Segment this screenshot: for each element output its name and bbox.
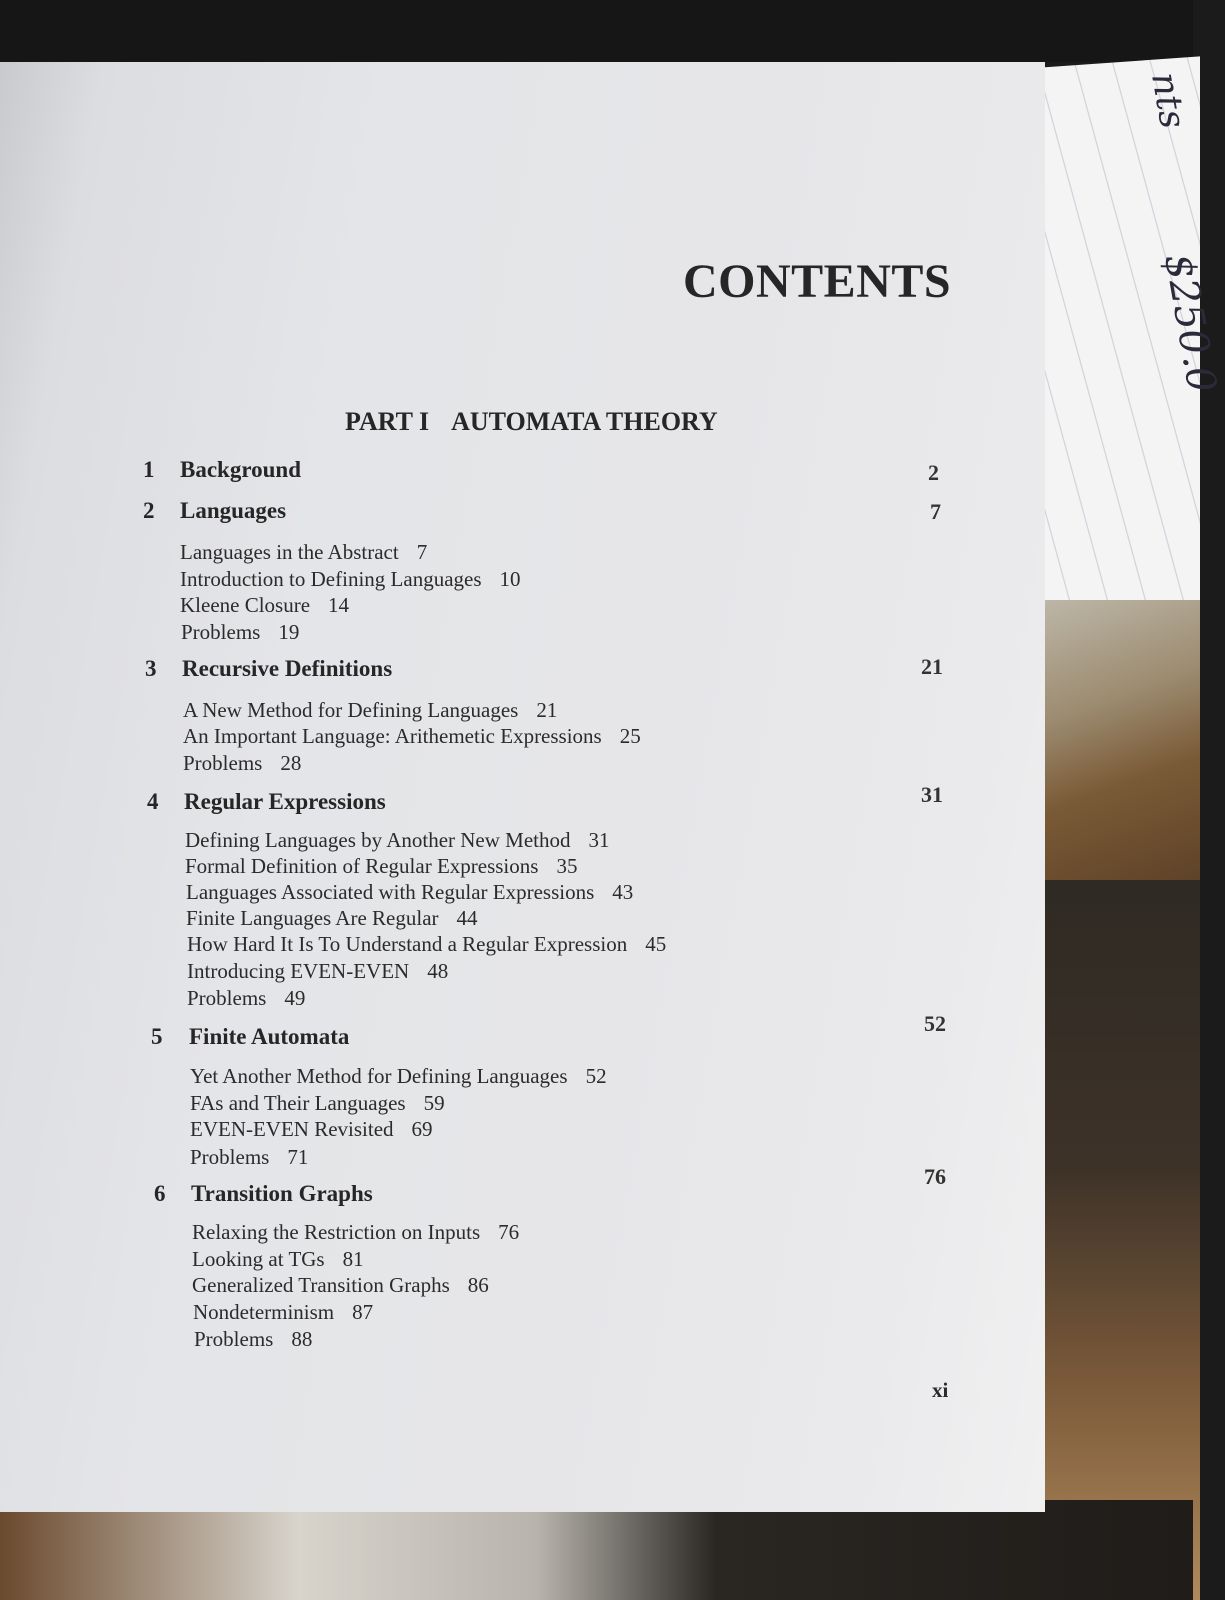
chapter-title: Regular Expressions xyxy=(184,789,386,814)
section-entry: Problems 88 xyxy=(194,1327,313,1351)
page-number: xi xyxy=(932,1378,949,1402)
section-entry: Languages in the Abstract 7 xyxy=(180,540,428,564)
section-entry: Finite Languages Are Regular 44 xyxy=(186,906,478,930)
section-entry: How Hard It Is To Understand a Regular Expression 45 xyxy=(187,932,667,956)
section-entry: FAs and Their Languages 59 xyxy=(190,1091,445,1115)
top-bar xyxy=(0,0,1193,62)
section-entry: Languages Associated with Regular Expressions 43 xyxy=(186,880,634,904)
section-entry: Kleene Closure 14 xyxy=(180,593,350,617)
section-entry: Looking at TGs 81 xyxy=(192,1247,364,1271)
section-entry: EVEN-EVEN Revisited 69 xyxy=(190,1117,433,1141)
chapter-number: 5 xyxy=(151,1024,163,1049)
section-entry: Problems 49 xyxy=(187,986,306,1010)
section-entry: An Important Language: Arithemetic Expressions 25 xyxy=(183,724,641,748)
section-entry: Problems 28 xyxy=(183,751,302,775)
chapter-page: 21 xyxy=(921,654,943,679)
chapter-title: Transition Graphs xyxy=(191,1181,373,1206)
chapter-number: 3 xyxy=(145,656,157,681)
background-counter xyxy=(1040,600,1200,900)
section-entry: Yet Another Method for Defining Languages 52 xyxy=(190,1064,607,1088)
chapter-page: 2 xyxy=(928,460,939,485)
chapter-page: 7 xyxy=(930,499,941,524)
part-title: AUTOMATA THEORY xyxy=(451,407,718,436)
section-entry: A New Method for Defining Languages 21 xyxy=(183,698,558,722)
chapter-page: 76 xyxy=(924,1164,946,1189)
section-entry: Introducing EVEN-EVEN 48 xyxy=(187,959,449,983)
chapter-page: 31 xyxy=(921,782,943,807)
part-heading xyxy=(345,407,718,437)
chapter-title: Recursive Definitions xyxy=(182,656,393,681)
chapter-number: 6 xyxy=(154,1181,166,1206)
chapter-number: 4 xyxy=(147,789,159,814)
background-floor xyxy=(1040,880,1200,1600)
book-page xyxy=(0,62,1045,1512)
background-bottom xyxy=(0,1500,1193,1600)
handwritten-note-top: nts xyxy=(1143,69,1194,132)
section-entry: Formal Definition of Regular Expressions 35 xyxy=(185,854,578,878)
part-label: PART I xyxy=(345,407,430,436)
chapter-title: Finite Automata xyxy=(189,1024,350,1049)
section-entry: Problems 19 xyxy=(181,620,300,644)
handwritten-price: $250.0 xyxy=(1155,250,1225,396)
section-entry: Relaxing the Restriction on Inputs 76 xyxy=(192,1220,520,1244)
section-entry: Nondeterminism 87 xyxy=(193,1300,374,1324)
page-title: CONTENTS xyxy=(683,255,952,308)
chapter-title: Languages xyxy=(180,498,287,523)
section-entry: Defining Languages by Another New Method 31 xyxy=(185,828,610,852)
chapter-number: 2 xyxy=(143,498,155,523)
section-entry: Generalized Transition Graphs 86 xyxy=(192,1273,489,1297)
chapter-number: 1 xyxy=(143,457,155,482)
section-entry: Introduction to Defining Languages 10 xyxy=(180,567,521,591)
chapter-title: Background xyxy=(180,457,302,482)
chapter-page: 52 xyxy=(924,1011,946,1036)
section-entry: Problems 71 xyxy=(190,1145,309,1169)
